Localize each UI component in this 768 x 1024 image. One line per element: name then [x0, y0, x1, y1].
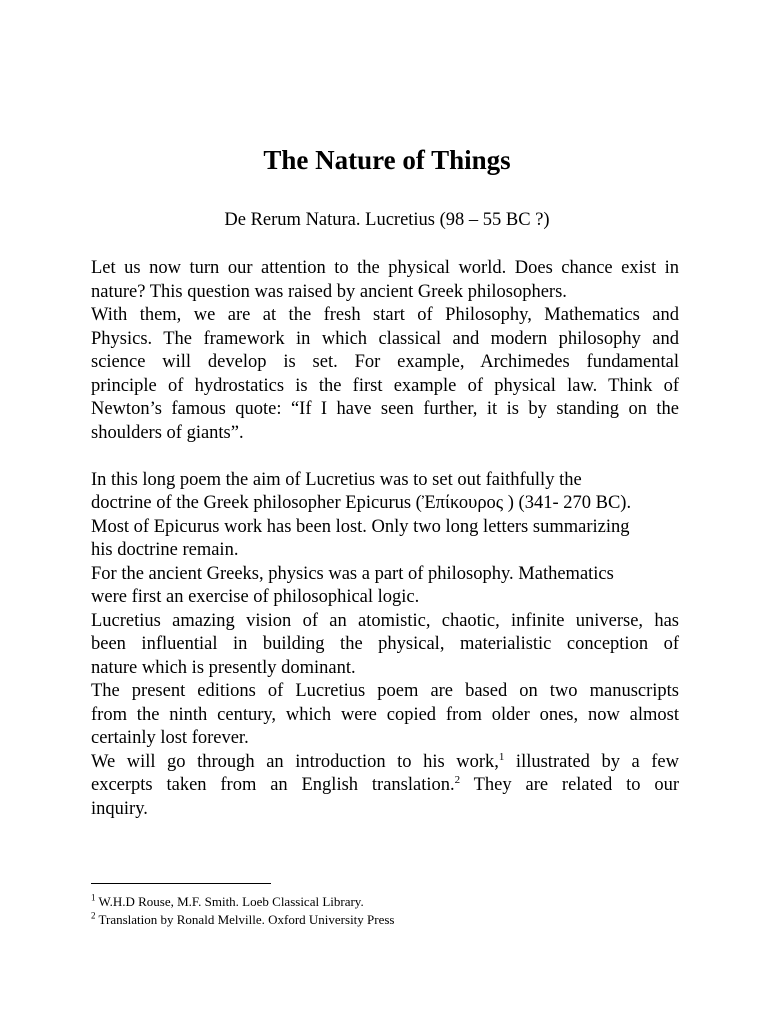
- paragraph-line: inquiry.: [91, 798, 148, 819]
- paragraph-line: Lucretius amazing vision of an atomistic, chaotic, infinite universe, has: [91, 610, 679, 631]
- footnotes: [91, 893, 679, 929]
- footnote-mark: 2: [91, 910, 96, 921]
- paragraph-line: [91, 751, 679, 775]
- paragraph-text: excerpts taken from an English translation.: [91, 775, 455, 795]
- paragraph-line: Newton’s famous quote: “If I have seen further, it is by standing on the: [91, 399, 679, 419]
- document-subtitle: De Rerum Natura. Lucretius (98 – 55 BC ?): [224, 210, 550, 230]
- paragraph-line: Most of Epicurus work has been lost. Only two long letters summarizing: [91, 516, 630, 537]
- paragraph-line: his doctrine remain.: [91, 540, 239, 560]
- paragraph-text: They are related to our: [460, 775, 679, 795]
- footnote-text: W.H.D Rouse, M.F. Smith. Loeb Classical Library.: [95, 894, 364, 909]
- paragraph-line: With them, we are at the fresh start of Philosophy, Mathematics and: [91, 305, 679, 325]
- footnote-separator: [91, 883, 271, 884]
- paragraph-line: Physics. The framework in which classical and modern philosophy and: [91, 328, 679, 349]
- paragraph-line: In this long poem the aim of Lucretius was to set out faithfully the: [91, 469, 582, 490]
- paragraph-line: doctrine of the Greek philosopher Epicurus (Ἐπίκουρος ) (341- 270 BC).: [91, 493, 632, 513]
- footnote: [91, 911, 679, 929]
- footnote-text: Translation by Ronald Melville. Oxford University Press: [95, 912, 395, 927]
- document-body: [91, 257, 679, 821]
- paragraph-text: We will go through an introduction to his work,: [91, 751, 499, 772]
- paragraph-line: from the ninth century, which were copied from older ones, now almost: [91, 704, 679, 725]
- paragraph-line: nature which is presently dominant.: [91, 657, 356, 678]
- paragraph-text: illustrated by a few: [504, 751, 679, 772]
- paragraph-line: shoulders of giants”.: [91, 422, 244, 443]
- paragraph-line: The present editions of Lucretius poem are based on two manuscripts: [91, 681, 679, 701]
- paragraph-line: certainly lost forever.: [91, 728, 249, 748]
- paragraph-line: were first an exercise of philosophical logic.: [91, 587, 420, 607]
- footnote-reference: 2: [454, 773, 461, 786]
- footnote-mark: 1: [91, 892, 96, 903]
- paragraph-line: [91, 774, 679, 798]
- footnote: [91, 893, 679, 911]
- paragraph-spacer: [91, 445, 679, 469]
- paragraph-line: For the ancient Greeks, physics was a part of philosophy. Mathematics: [91, 563, 614, 584]
- paragraph-line: science will develop is set. For example, Archimedes fundamental: [91, 352, 679, 372]
- paragraph-line: Let us now turn our attention to the physical world. Does chance exist in: [91, 258, 679, 278]
- paragraph-line: principle of hydrostatics is the first example of physical law. Think of: [91, 375, 679, 396]
- document-title: The Nature of Things: [263, 145, 511, 175]
- footnote-reference: 1: [498, 750, 505, 763]
- paragraph-line: nature? This question was raised by ancient Greek philosophers.: [91, 281, 567, 302]
- paragraph-line: been influential in building the physical, materialistic conception of: [91, 634, 679, 654]
